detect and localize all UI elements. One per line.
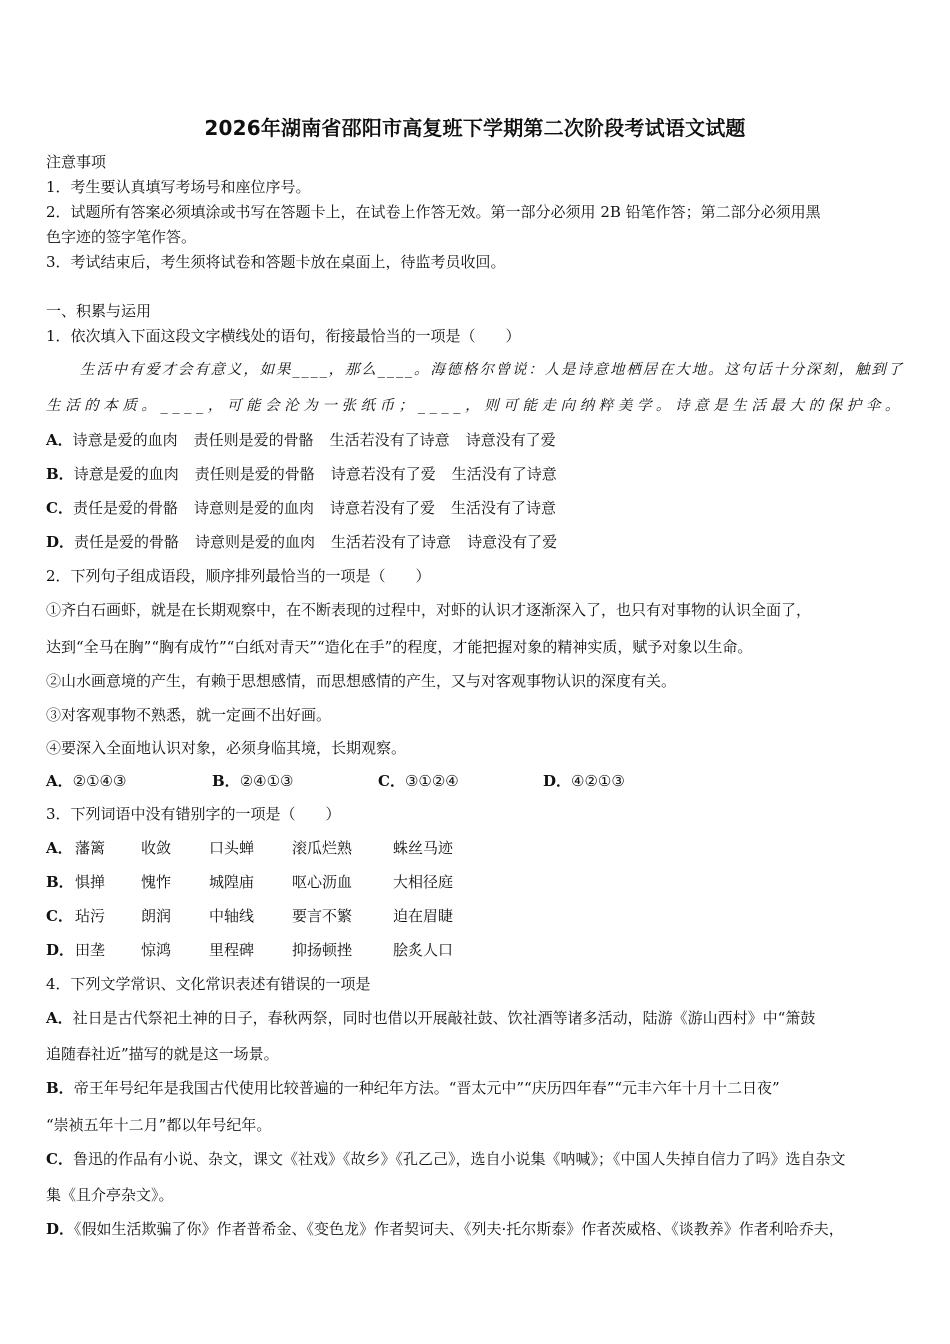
q2-option-b <box>212 771 293 791</box>
option-label: A． <box>46 431 73 449</box>
q3-b-word: 惧掸 <box>75 873 106 891</box>
option-text: 鲁迅的作品有小说、杂文，课文《社戏》《故乡》《孔乙己》，选自小说集《呐喊》；《中国人失掉自信力了吗》选自杂文 <box>72 1150 846 1168</box>
option-label: C． <box>378 772 405 790</box>
q3-c-word: 玷污 <box>75 907 106 925</box>
option-part: 诗意若没有了爱 <box>329 499 435 517</box>
section-heading: 一、积累与运用 <box>46 302 152 320</box>
notice-item-2: 2．试题所有答案必须填涂或书写在答题卡上，在试卷上作答无效。第一部分必须用 2B 铅笔作答；第二部分必须用黑 <box>46 203 821 221</box>
option-text: ②①④③ <box>72 772 127 790</box>
q3-c-word: 朗润 <box>141 907 172 925</box>
q3-b-word: 大相径庭 <box>393 873 454 891</box>
q2-option-c <box>378 771 459 791</box>
q3-option-b <box>46 872 74 892</box>
option-label: D． <box>46 1220 75 1238</box>
option-part: 生活没有了诗意 <box>451 465 557 483</box>
q3-b-word: 愧怍 <box>141 873 172 891</box>
q3-a-word: 蛛丝马迹 <box>393 839 454 857</box>
q2-sentence-3: ③对客观事物不熟悉，就一定画不出好画。 <box>46 706 332 724</box>
option-part: 诗意是爱的血肉 <box>72 431 178 449</box>
option-label: D． <box>543 772 572 790</box>
option-part: 诗意没有了爱 <box>465 431 556 449</box>
option-label: D． <box>46 533 75 551</box>
q3-b-word: 呕心沥血 <box>292 873 353 891</box>
q3-a-word: 滚瓜烂熟 <box>292 839 353 857</box>
notice-item-3: 3．考试结束后，考生须将试卷和答题卡放在桌面上，待监考员收回。 <box>46 253 506 271</box>
q2-sentence-2: ②山水画意境的产生，有赖于思想感情，而思想感情的产生，又与对客观事物认识的深度有关。 <box>46 672 677 690</box>
option-label: B． <box>46 873 74 891</box>
notice-item-2-cont: 色字迹的签字笔作答。 <box>46 228 197 246</box>
q2-sentence-4: ④要深入全面地认识对象，必须身临其境，长期观察。 <box>46 739 407 757</box>
q1-option-b <box>46 464 557 484</box>
option-part: 生活没有了诗意 <box>451 499 557 517</box>
option-part: 诗意则是爱的血肉 <box>195 533 316 551</box>
option-label: C． <box>46 1150 73 1168</box>
q1-passage-line-2: 生活的本质。____，可能会沦为一张纸币；____，则可能走向纳粹美学。诗意是生活最大的保护伞。 <box>46 398 904 414</box>
q3-d-word: 抑扬顿挫 <box>292 941 353 959</box>
option-part: 责任则是爱的骨骼 <box>193 431 314 449</box>
notice-heading: 注意事项 <box>46 153 107 171</box>
q4-option-a <box>46 1008 815 1028</box>
q3-c-word: 中轴线 <box>209 907 255 925</box>
q3-d-word: 惊鸿 <box>141 941 172 959</box>
q2-sentence-1: ①齐白石画虾，就是在长期观察中，在不断表现的过程中，对虾的认识才逐渐深入了，也只有对事物的认识全面了， <box>46 601 812 619</box>
option-label: C． <box>46 907 73 925</box>
q3-b-word: 城隍庙 <box>209 873 255 891</box>
q1-passage-line-1: 生活中有爱才会有意义，如果____，那么____。海德格尔曾说：人是诗意地栖居在大地。这句话十分深刻，触到了 <box>80 362 904 378</box>
option-text: ②④①③ <box>239 772 294 790</box>
q4-stem: 4．下列文学常识、文化常识表述有错误的一项是 <box>46 975 371 993</box>
q1-stem: 1．依次填入下面这段文字横线处的语句，衔接最恰当的一项是（ ） <box>46 327 521 345</box>
q4-option-b <box>46 1078 780 1098</box>
q3-stem: 3．下列词语中没有错别字的一项是（ ） <box>46 805 341 823</box>
option-text: 帝王年号纪年是我国古代使用比较普遍的一种纪年方法。“晋太元中”“庆历四年春”“元丰六年十月十二日夜” <box>73 1079 780 1097</box>
q3-a-word: 收敛 <box>141 839 172 857</box>
option-text: 《假如生活欺骗了你》作者普希金、《变色龙》作者契诃夫、《列夫·托尔斯泰》作者茨威格、《谈教养》作者利哈乔夫， <box>74 1220 844 1238</box>
q3-option-a <box>46 838 73 858</box>
option-part: 责任则是爱的骨骼 <box>194 465 315 483</box>
q3-d-word: 脍炙人口 <box>393 941 454 959</box>
page-title: 2026年湖南省邵阳市高复班下学期第二次阶段考试语文试题 <box>204 116 746 140</box>
q3-c-word: 要言不繁 <box>292 907 353 925</box>
q4-option-c <box>46 1149 845 1169</box>
q3-c-word: 迫在眉睫 <box>393 907 454 925</box>
option-label: B． <box>46 465 74 483</box>
option-part: 诗意则是爱的血肉 <box>193 499 314 517</box>
option-label: A． <box>46 839 73 857</box>
option-part: 诗意是爱的血肉 <box>73 465 179 483</box>
q3-d-word: 里程碑 <box>209 941 255 959</box>
option-part: 责任是爱的骨骼 <box>72 499 178 517</box>
option-label: A． <box>46 1009 73 1027</box>
option-text: ③①②④ <box>404 772 459 790</box>
q4-option-a-cont: 追随春社近”描写的就是这一场景。 <box>46 1045 279 1063</box>
q1-option-a <box>46 430 556 450</box>
option-label: A． <box>46 772 73 790</box>
q4-option-b-cont: “崇祯五年十二月”都以年号纪年。 <box>46 1116 272 1134</box>
q3-a-word: 藩篱 <box>75 839 106 857</box>
q3-option-c <box>46 906 73 926</box>
q2-stem: 2．下列句子组成语段，顺序排列最恰当的一项是（ ） <box>46 567 431 585</box>
option-part: 诗意没有了爱 <box>467 533 558 551</box>
option-label: B． <box>46 1079 74 1097</box>
option-label: B． <box>212 772 240 790</box>
option-label: D． <box>46 941 75 959</box>
q2-sentence-1-cont: 达到“全马在胸”“胸有成竹”“白纸对青天”“造化在手”的程度，才能把握对象的精神实质，赋予对象以生命。 <box>46 638 753 656</box>
q2-option-a <box>46 771 126 791</box>
option-label: C． <box>46 499 73 517</box>
q2-option-d <box>543 771 625 791</box>
q3-option-d <box>46 940 74 960</box>
option-part: 生活若没有了诗意 <box>329 431 450 449</box>
q1-option-d <box>46 532 557 552</box>
option-text: ④②①③ <box>571 772 625 790</box>
option-part: 生活若没有了诗意 <box>331 533 452 551</box>
q3-d-word: 田垄 <box>75 941 106 959</box>
q4-option-d <box>46 1219 844 1239</box>
option-text: 社日是古代祭祀土神的日子，春秋两祭，同时也借以开展敲社鼓、饮社酒等诸多活动，陆游《游山西村》中“箫鼓 <box>72 1009 816 1027</box>
q1-option-c <box>46 498 556 518</box>
notice-item-1: 1．考生要认真填写考场号和座位序号。 <box>46 178 311 196</box>
q4-option-c-cont: 集《且介亭杂文》。 <box>46 1186 174 1204</box>
q3-a-word: 口头蝉 <box>209 839 255 857</box>
option-part: 责任是爱的骨骼 <box>74 533 180 551</box>
option-part: 诗意若没有了爱 <box>330 465 436 483</box>
